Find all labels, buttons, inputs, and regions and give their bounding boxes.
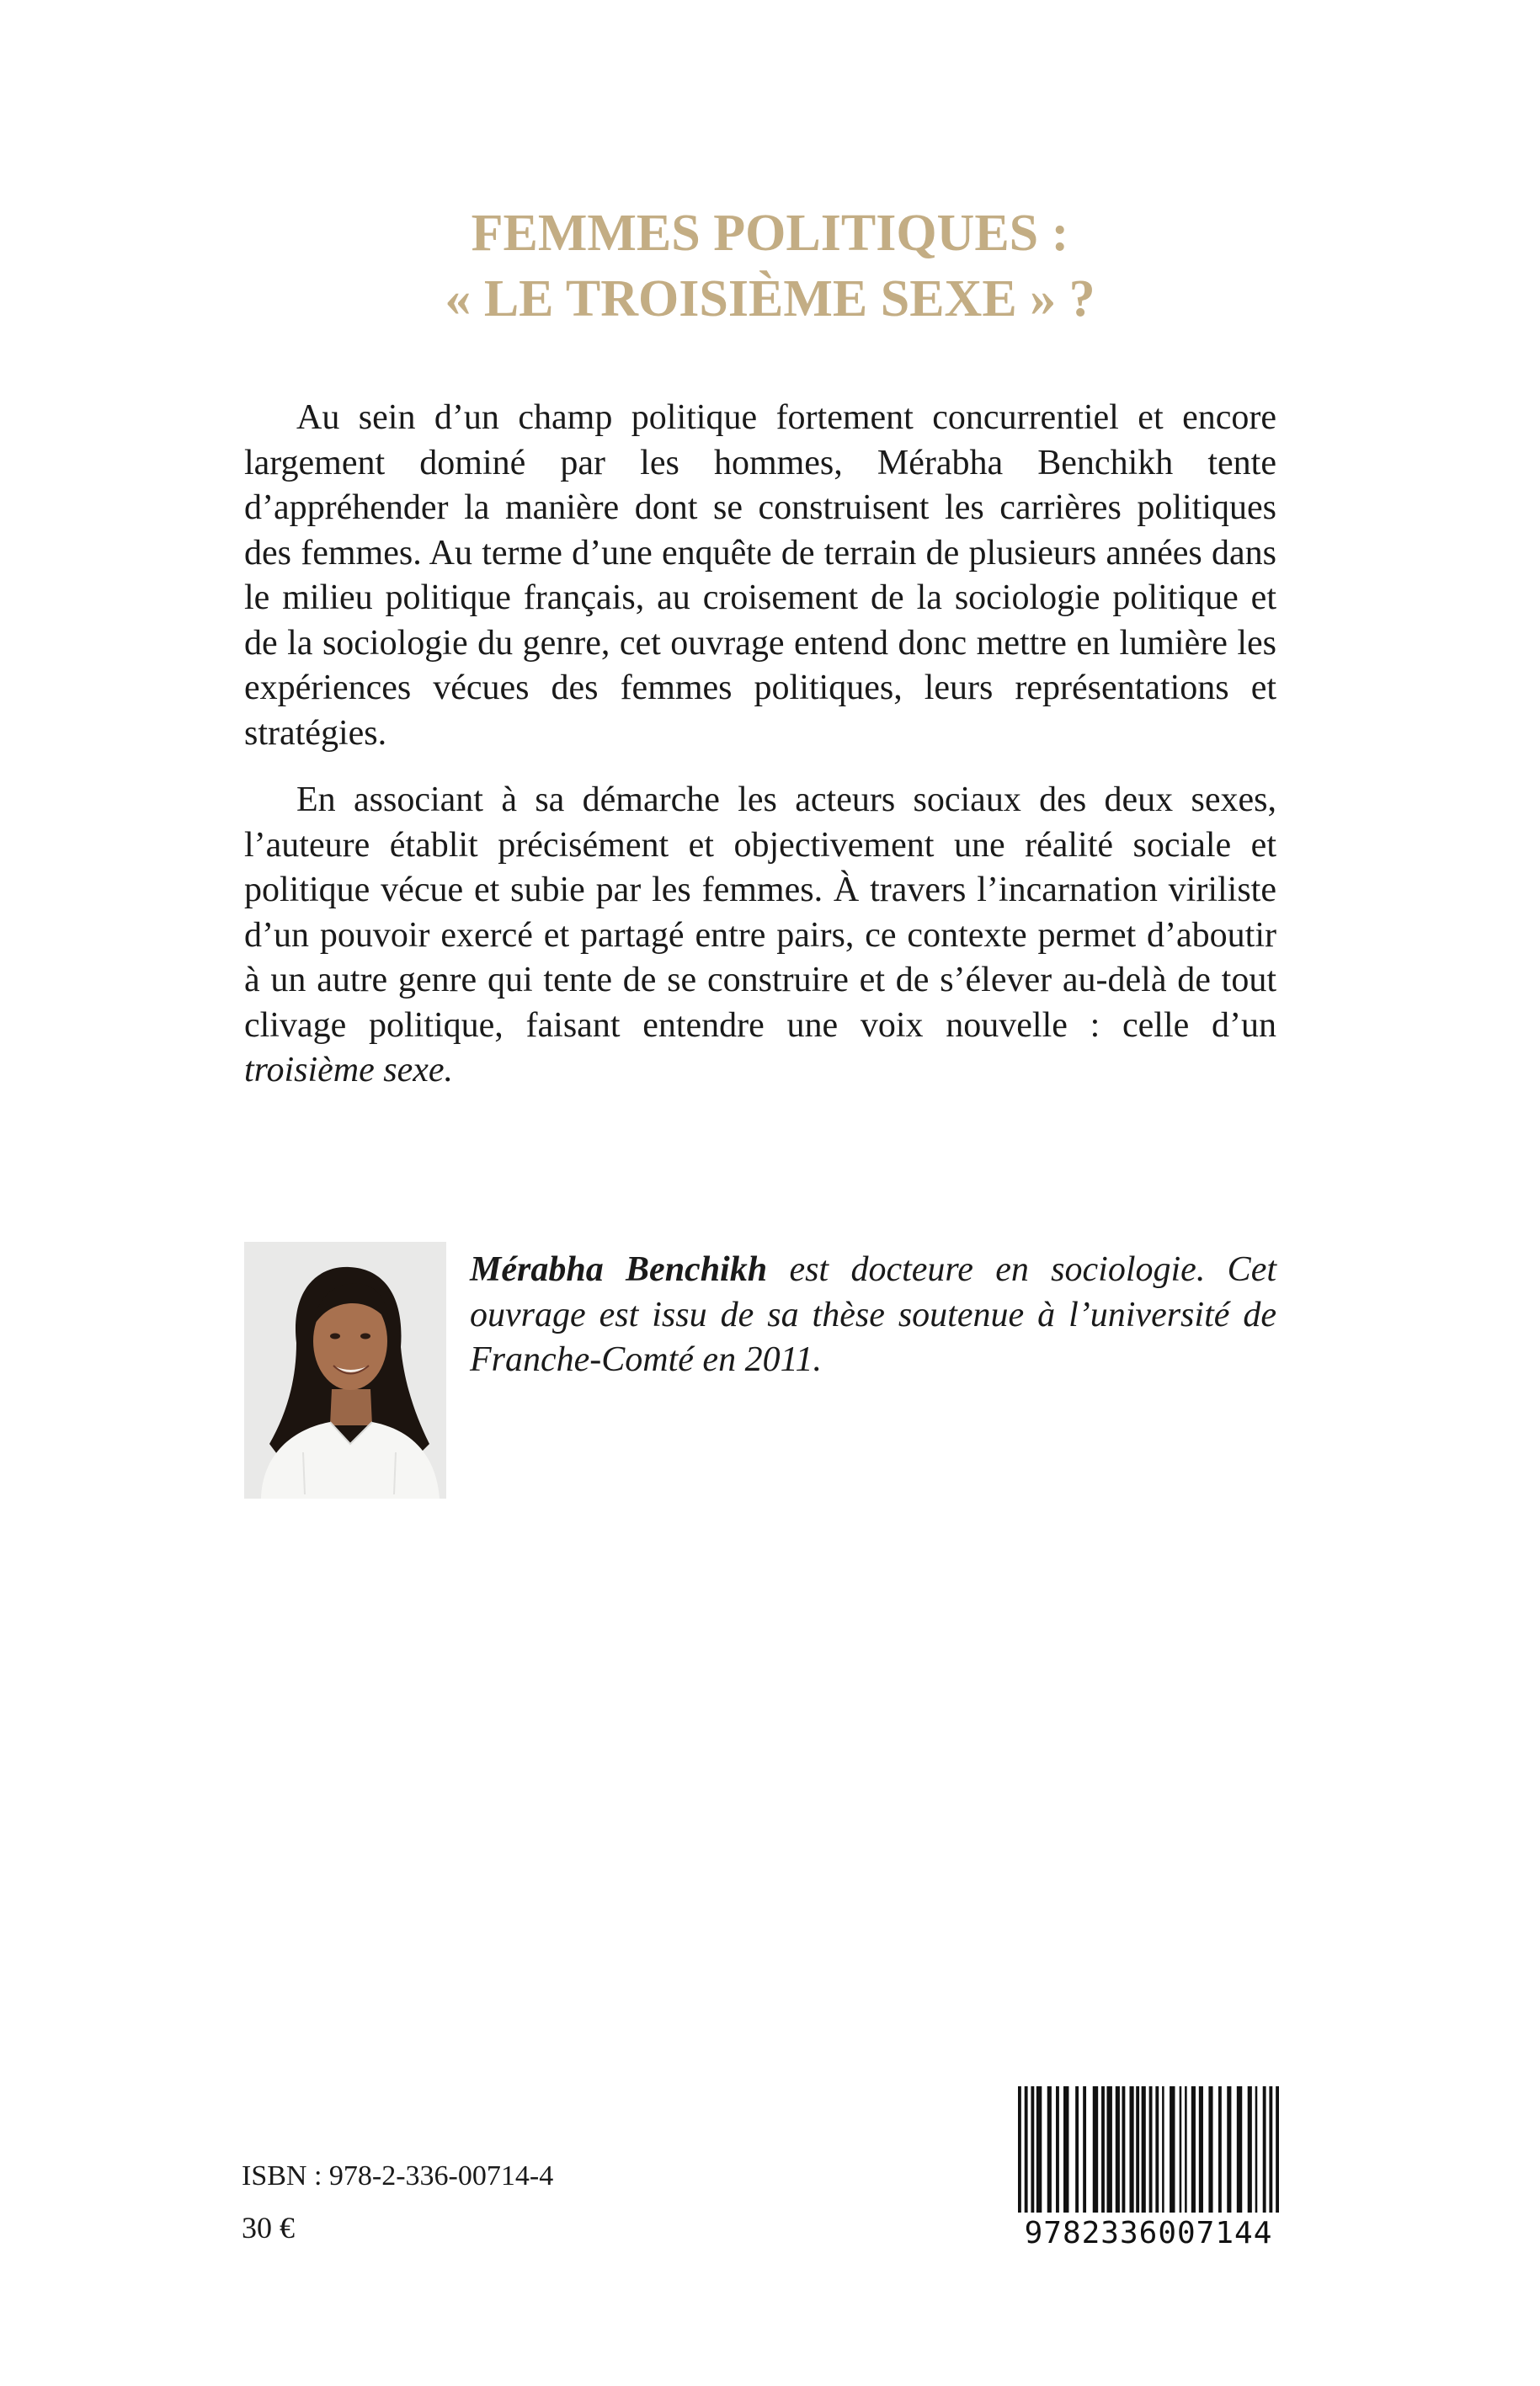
author-bio [470,1248,1276,1383]
summary-paragraph-1: Au sein d’un champ politique fortement concurrentiel et encore largement dominé par les hommes, Mérabha Benchikh tente d’appréhender la manière dont se construisent les carrières politiques des femmes. Au terme d’une enquête de terrain de plusieurs années dans le milieu politique français, au croisement de la sociologie politique et de la sociologie du genre, cet ouvrage entend donc mettre en lumière les expériences vécues des femmes politiques, leurs représentations et stratégies. [244,398,1276,753]
summary-emphasis: troisième sexe. [244,1051,454,1089]
barcode-bar [1031,2086,1034,2213]
barcode-bar [1199,2086,1203,2213]
barcode-bar [1056,2086,1059,2213]
barcode-bar [1155,2086,1159,2213]
barcode-bar [1269,2086,1272,2213]
barcode-bar [1237,2086,1242,2213]
barcode-bar [1116,2086,1120,2213]
barcode-bar [1129,2086,1133,2213]
barcode-bar [1142,2086,1146,2213]
barcode-bar [1276,2086,1279,2213]
barcode-bar [1018,2086,1021,2213]
barcode-bar [1185,2086,1187,2213]
barcode-bar [1263,2086,1266,2213]
barcode-bar [1149,2086,1153,2213]
author-photo [244,1242,446,1499]
title-line-1: FEMMES POLITIQUES : [471,205,1069,262]
isbn: ISBN : 978-2-336-00714-4 [242,2160,554,2192]
barcode-bar [1162,2086,1164,2213]
barcode-bar [1191,2086,1196,2213]
barcode-bar [1025,2086,1028,2213]
barcode-bar [1136,2086,1139,2213]
barcode-digits: 9782336007144 [1024,2216,1273,2250]
author-bio-text: est docteure en sociologie. Cet ouvrage est issu de sa thèse soutenue à l’université de Franche-Comté en 2011. [470,1250,1277,1379]
price: 30 € [242,2211,295,2245]
barcode-bars [1015,2086,1282,2213]
barcode-bar [1122,2086,1125,2213]
book-summary [244,396,1276,1116]
barcode-bar [1075,2086,1079,2213]
barcode-bar [1227,2086,1231,2213]
summary-paragraph-2-text: En associant à sa démarche les acteurs sociaux des deux sexes, l’auteure établit précisément et objectivement une réalité sociale et politique vécue et subie par les femmes. À travers l’incarnation viriliste d’un pouvoir exercé et partagé entre pairs, ce contexte permet d’aboutir à un autre genre qui tente de se construire et de s’élever au-delà de tout clivage politique, faisant entendre une voix nouvelle : celle d’un [244,780,1276,1045]
title-line-2: « LE TROISIÈME SEXE » ? [445,270,1095,328]
barcode-bar [1063,2086,1068,2213]
barcode-bar [1101,2086,1105,2213]
barcode-bar [1180,2086,1182,2213]
barcode-bar [1170,2086,1175,2213]
barcode-bar [1083,2086,1086,2213]
barcode-bar [1047,2086,1052,2213]
barcode-bar [1208,2086,1212,2213]
summary-paragraph-2 [244,778,1276,1094]
author-name: Mérabha Benchikh [470,1250,768,1289]
book-title [0,200,1540,332]
barcode-bar [1093,2086,1098,2213]
barcode-bar [1036,2086,1042,2213]
barcode-bar [1218,2086,1222,2213]
barcode-bar [1106,2086,1111,2213]
barcode-bar [1255,2086,1258,2213]
barcode-bar [1248,2086,1252,2213]
